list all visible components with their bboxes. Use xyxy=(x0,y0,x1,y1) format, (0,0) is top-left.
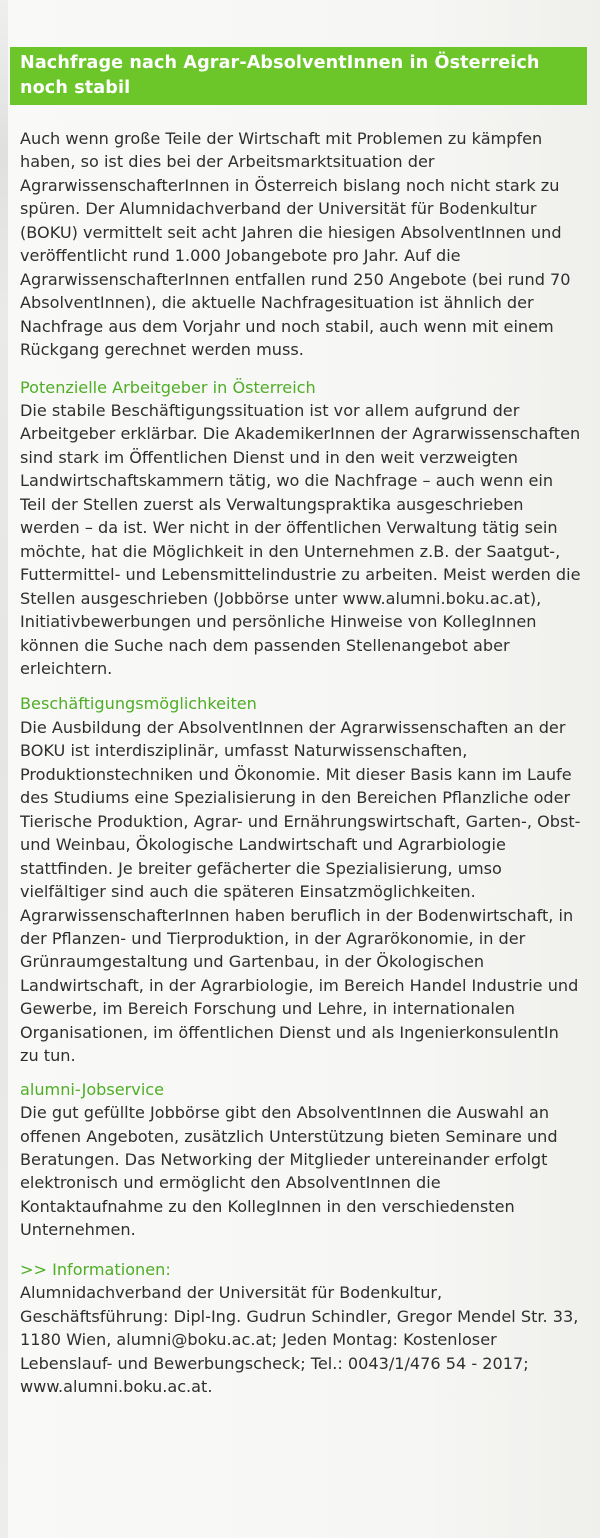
info-section xyxy=(20,1258,582,1399)
employers-paragraph: Die stabile Beschäftigungssituation ist vor allem aufgrund der Arbeitgeber erklärbar. Die AkademikerInnen der Agrarwissenschaften sind stark im Öffentlichen Dienst und in den weit verzweigten Landwirtschaftskammern tätig, wo die Nachfrage – auch wenn ein Teil der Stellen zuerst als Verwaltungspraktika ausgeschrieben werden – da ist. Wer nicht in der öffentlichen Verwaltung tätig sein möchte, hat die Möglichkeit in den Unternehmen z.B. der Saatgut-, Futtermittel- und Lebensmittelindustrie zu arbeiten. Meist werden die Stellen ausgeschrieben (Jobbörse unter www.alumni.boku.ac.at), Initiativbewerbungen und persönliche Hinweise von KollegInnen können die Suche nach dem passenden Stellenangebot aber erleichtern. xyxy=(20,400,581,678)
opportunities-paragraph: Die Ausbildung der AbsolventInnen der Agrarwissenschaften an der BOKU ist interdisziplinär, umfasst Naturwissenschaften, Produktionstechniken und Ökonomie. Mit dieser Basis kann im Laufe des Studiums eine Spezialisierung in den Bereichen Pflanzliche oder Tierische Produktion, Agrar- und Ernährungswirtschaft, Garten-, Obst- und Weinbau, Ökologische Landwirtschaft und Agrarbiologie stattfinden. Je breiter gefächerter die Spezialisierung, umso vielfältiger sind auch die späteren Einsatzmöglichkeiten. AgrarwissenschafterInnen haben beruflich in der Bodenwirtschaft, in der Pflanzen- und Tierproduktion, in der Agrarökonomie, in der Grünraumgestaltung und Gartenbau, in der Ökologischen Landwirtschaft, in der Agrarbiologie, im Bereich Handel Industrie und Gewerbe, im Bereich Forschung und Lehre, in internationalen Organisationen, im öffentlichen Dienst und als IngenierkonsulentIn zu tun. xyxy=(20,717,581,1066)
info-heading: >> Informationen: xyxy=(20,1259,171,1279)
intro-paragraph: Auch wenn große Teile der Wirtschaft mit Problemen zu kämpfen haben, so ist dies bei der Arbeitsmarktsituation der AgrarwissenschafterInnen in Österreich bislang noch nicht stark zu spüren. Der Alumnidachverband der Universität für Bodenkultur (BOKU) vermittelt seit acht Jahren die hiesigen AbsolventInnen und veröffentlicht rund 1.000 Jobangebote pro Jahr. Auf die AgrarwissenschafterInnen entfallen rund 250 Angebote (bei rund 70 AbsolventInnen), die aktuelle Nachfragesituation ist ähnlich der Nachfrage aus dem Vorjahr und noch stabil, auch wenn mit einem Rückgang gerechnet werden muss. xyxy=(20,129,571,360)
article-content xyxy=(20,127,582,1399)
opportunities-section xyxy=(20,692,582,1067)
jobservice-section xyxy=(20,1078,582,1242)
jobservice-heading: alumni-Jobservice xyxy=(20,1079,165,1099)
employers-section xyxy=(20,376,582,681)
employers-heading: Potenzielle Arbeitgeber in Österreich xyxy=(20,377,316,397)
jobservice-paragraph: Die gut gefüllte Jobbörse gibt den AbsolventInnen die Auswahl an offenen Angeboten, zusätzlich Unterstützung bieten Seminare und Beratungen. Das Networking der Mitglieder untereinander erfolgt elektronisch und ermöglicht den AbsolventInnen die Kontaktaufnahme zu den KollegInnen in den verschiedensten Unternehmen. xyxy=(20,1103,558,1240)
page-title: Nachfrage nach Agrar-AbsolventInnen in Österreich noch stabil xyxy=(20,53,540,98)
info-paragraph: Alumnidachverband der Universität für Bodenkultur, Geschäftsführung: Dipl-Ing. Gudrun Schindler, Gregor Mendel Str. 33, 1180 Wien, alumni@boku.ac.at; Jeden Montag: Kostenloser Lebenslauf- und Bewerbungscheck; Tel.: 0043/1/476 54 - 2017; www.alumni.boku.ac.at. xyxy=(20,1283,579,1397)
opportunities-heading: Beschäftigungsmöglichkeiten xyxy=(20,694,257,714)
